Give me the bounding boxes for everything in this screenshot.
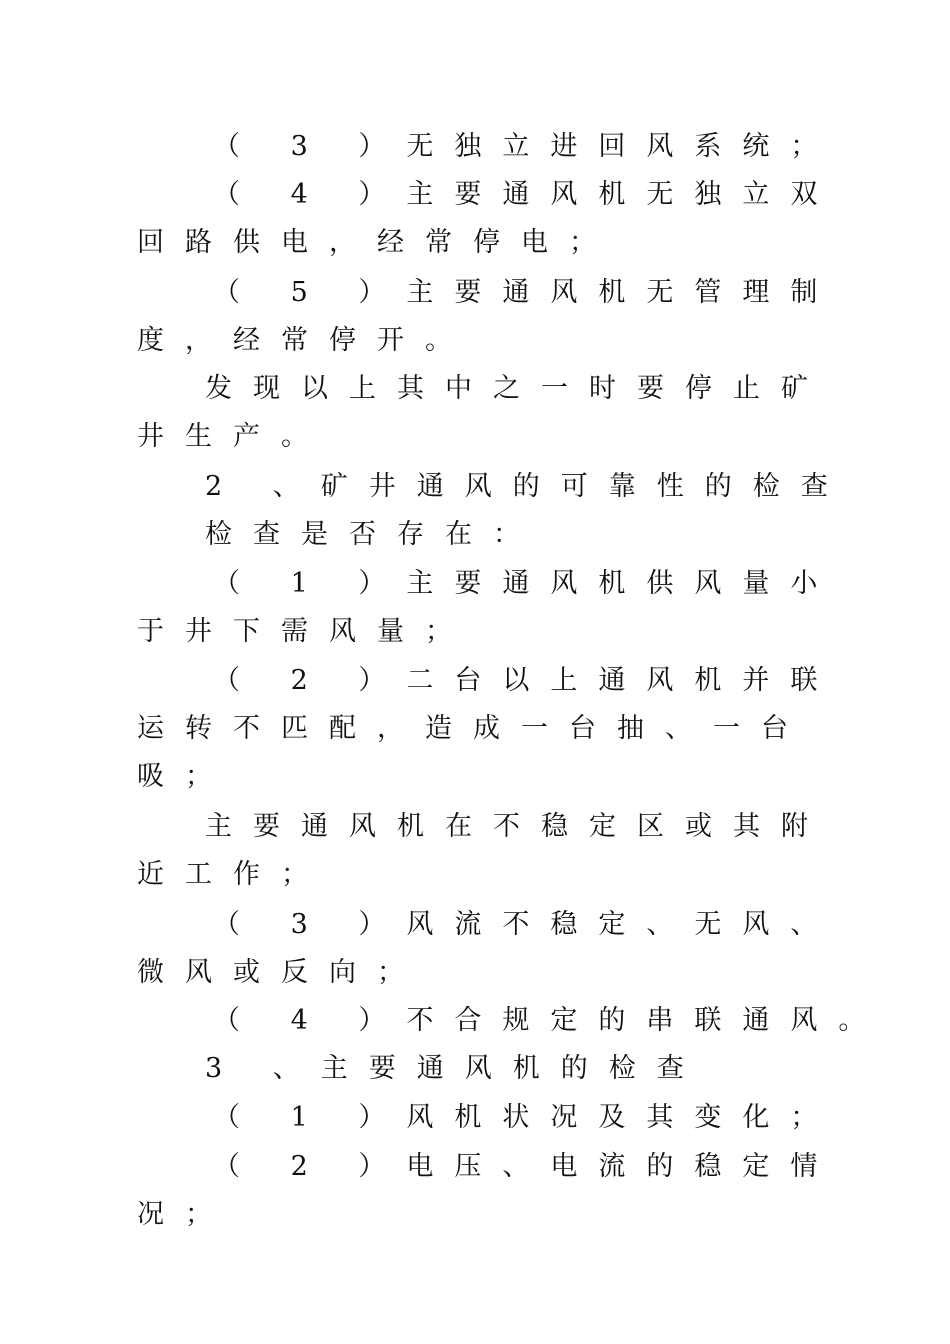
text-line: 检查是否存在： — [205, 519, 541, 550]
text-line: （ 2 ）电压、电流的稳定情 — [213, 1151, 839, 1182]
text-line: 吸； — [137, 761, 233, 792]
text-line: 3 、主要通风机的检查 — [205, 1053, 705, 1084]
text-line: 况； — [137, 1199, 233, 1230]
text-line: 回路供电，经常停电； — [137, 227, 617, 258]
text-line: （ 4 ）不合规定的串联通风。 — [213, 1005, 887, 1036]
text-line: 于井下需风量； — [137, 616, 473, 647]
text-line: （ 4 ）主要通风机无独立双 — [213, 179, 839, 210]
text-line: 井生产。 — [137, 421, 329, 452]
text-line: （ 1 ）风机状况及其变化； — [213, 1102, 839, 1133]
text-line: （ 1 ）主要通风机供风量小 — [213, 568, 839, 599]
text-line: （ 2 ）二台以上通风机并联 — [213, 665, 839, 696]
text-line: 度，经常停开。 — [137, 325, 473, 356]
text-line: 微风或反向； — [137, 957, 425, 988]
text-line: （ 5 ）主要通风机无管理制 — [213, 277, 839, 308]
text-line: 主要通风机在不稳定区或其附 — [205, 811, 829, 842]
text-line: 2 、矿井通风的可靠性的检查 — [205, 471, 849, 502]
text-line: 近工作； — [137, 859, 329, 890]
text-line: 运转不匹配，造成一台抽、一台 — [137, 713, 809, 744]
text-line: 发现以上其中之一时要停止矿 — [205, 373, 829, 404]
text-line: （ 3 ）风流不稳定、无风、 — [213, 909, 839, 940]
text-line: （ 3 ）无独立进回风系统； — [213, 131, 839, 162]
